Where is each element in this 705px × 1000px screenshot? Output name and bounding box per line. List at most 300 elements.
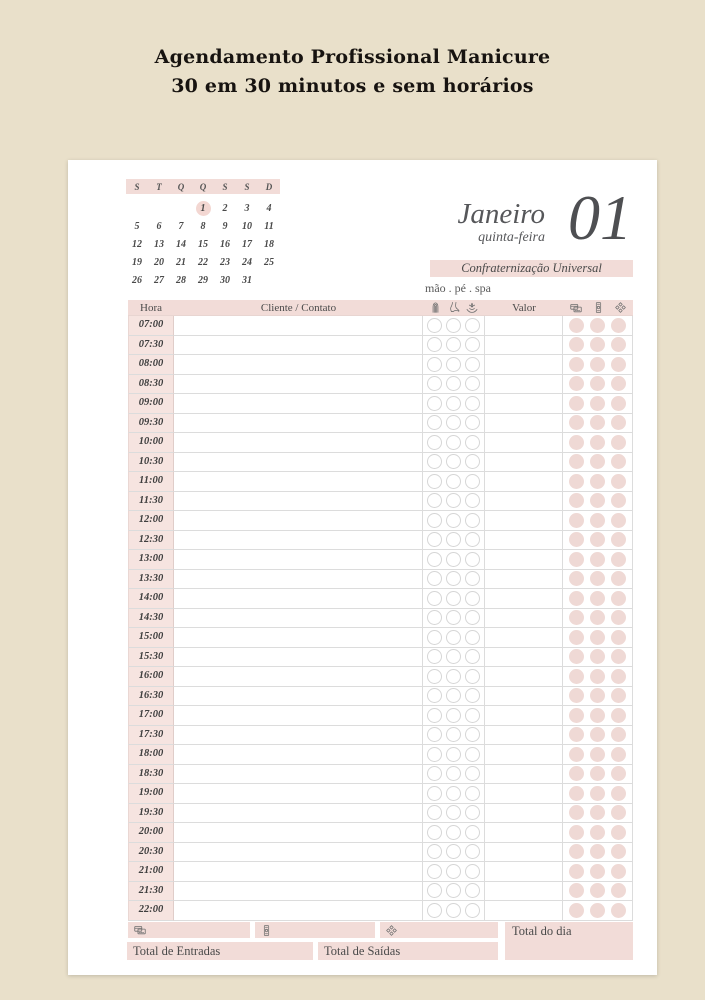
service-checkbox-hand[interactable]: [427, 844, 442, 859]
payment-dot-cash[interactable]: [590, 688, 605, 703]
payment-dot-pix[interactable]: [611, 883, 626, 898]
payment-dots: [563, 609, 633, 629]
payment-dot-cash[interactable]: [590, 649, 605, 664]
payment-dot-card-machine[interactable]: [569, 357, 584, 372]
payment-dot-pix[interactable]: [611, 552, 626, 567]
client-input-cell[interactable]: [174, 609, 423, 629]
service-checkbox-foot[interactable]: [446, 688, 461, 703]
value-input-cell[interactable]: [485, 316, 563, 336]
payment-dot-cash[interactable]: [590, 357, 605, 372]
value-input-cell[interactable]: [485, 472, 563, 492]
payment-dot-card-machine[interactable]: [569, 649, 584, 664]
payment-dot-pix[interactable]: [611, 747, 626, 762]
payment-dot-cash[interactable]: [590, 844, 605, 859]
client-input-cell[interactable]: [174, 726, 423, 746]
service-checkbox-spa[interactable]: [465, 454, 480, 469]
service-checkbox-spa[interactable]: [465, 669, 480, 684]
calendar-day[interactable]: 20: [154, 256, 164, 268]
calendar-day[interactable]: 16: [220, 238, 230, 250]
client-input-cell[interactable]: [174, 316, 423, 336]
value-input-cell[interactable]: [485, 745, 563, 765]
service-checkbox-spa[interactable]: [465, 376, 480, 391]
payment-dot-card-machine[interactable]: [569, 415, 584, 430]
service-checkbox-spa[interactable]: [465, 552, 480, 567]
payment-dot-cash[interactable]: [590, 435, 605, 450]
client-input-cell[interactable]: [174, 375, 423, 395]
service-checkbox-hand[interactable]: [427, 552, 442, 567]
value-input-cell[interactable]: [485, 511, 563, 531]
service-checkbox-hand[interactable]: [427, 727, 442, 742]
calendar-day[interactable]: 18: [264, 238, 274, 250]
value-input-cell[interactable]: [485, 823, 563, 843]
payment-dot-card-machine[interactable]: [569, 727, 584, 742]
service-checkbox-spa[interactable]: [465, 532, 480, 547]
payment-dot-cash[interactable]: [590, 610, 605, 625]
payment-dot-cash[interactable]: [590, 415, 605, 430]
calendar-day[interactable]: 14: [176, 238, 186, 250]
payment-dot-card-machine[interactable]: [569, 552, 584, 567]
value-input-cell[interactable]: [485, 355, 563, 375]
payment-dot-cash[interactable]: [590, 805, 605, 820]
client-input-cell[interactable]: [174, 843, 423, 863]
payment-dot-pix[interactable]: [611, 571, 626, 586]
payment-dot-pix[interactable]: [611, 591, 626, 606]
service-checkbox-foot[interactable]: [446, 435, 461, 450]
calendar-day[interactable]: 25: [264, 256, 274, 268]
payment-dot-card-machine[interactable]: [569, 610, 584, 625]
service-checkbox-spa[interactable]: [465, 493, 480, 508]
service-checkbox-foot[interactable]: [446, 747, 461, 762]
payment-dot-pix[interactable]: [611, 610, 626, 625]
calendar-day[interactable]: 10: [242, 220, 252, 232]
calendar-day[interactable]: 31: [242, 274, 252, 286]
client-input-cell[interactable]: [174, 492, 423, 512]
payment-dot-pix[interactable]: [611, 766, 626, 781]
service-checkbox-hand[interactable]: [427, 708, 442, 723]
service-checkbox-foot[interactable]: [446, 591, 461, 606]
payment-dot-cash[interactable]: [590, 630, 605, 645]
card-total-field[interactable]: [128, 922, 250, 938]
payment-dot-cash[interactable]: [590, 708, 605, 723]
payment-dot-pix[interactable]: [611, 474, 626, 489]
payment-dot-card-machine[interactable]: [569, 630, 584, 645]
service-checkbox-foot[interactable]: [446, 727, 461, 742]
value-input-cell[interactable]: [485, 726, 563, 746]
value-input-cell[interactable]: [485, 765, 563, 785]
client-input-cell[interactable]: [174, 862, 423, 882]
service-checkboxes: [423, 570, 485, 590]
service-checkbox-foot[interactable]: [446, 552, 461, 567]
payment-dot-card-machine[interactable]: [569, 435, 584, 450]
value-input-cell[interactable]: [485, 804, 563, 824]
service-checkbox-foot[interactable]: [446, 532, 461, 547]
service-checkbox-hand[interactable]: [427, 493, 442, 508]
service-checkbox-hand[interactable]: [427, 532, 442, 547]
service-checkbox-foot[interactable]: [446, 415, 461, 430]
value-input-cell[interactable]: [485, 609, 563, 629]
service-checkbox-spa[interactable]: [465, 805, 480, 820]
service-checkbox-foot[interactable]: [446, 571, 461, 586]
service-checkbox-spa[interactable]: [465, 649, 480, 664]
service-checkbox-hand[interactable]: [427, 435, 442, 450]
payment-dot-pix[interactable]: [611, 318, 626, 333]
client-input-cell[interactable]: [174, 570, 423, 590]
calendar-day[interactable]: 6: [156, 220, 162, 232]
service-checkbox-hand[interactable]: [427, 396, 442, 411]
service-checkbox-foot[interactable]: [446, 376, 461, 391]
client-input-cell[interactable]: [174, 765, 423, 785]
payment-dot-pix[interactable]: [611, 396, 626, 411]
client-input-cell[interactable]: [174, 472, 423, 492]
service-checkbox-hand[interactable]: [427, 630, 442, 645]
calendar-day[interactable]: 27: [154, 274, 164, 286]
calendar-day[interactable]: 13: [154, 238, 164, 250]
service-checkbox-hand[interactable]: [427, 864, 442, 879]
client-input-cell[interactable]: [174, 550, 423, 570]
calendar-weekday-label: D: [265, 181, 273, 192]
total-entradas-field[interactable]: [127, 942, 313, 960]
client-input-cell[interactable]: [174, 336, 423, 356]
service-checkbox-spa[interactable]: [465, 513, 480, 528]
client-input-cell[interactable]: [174, 648, 423, 668]
client-input-cell[interactable]: [174, 414, 423, 434]
service-checkboxes: [423, 531, 485, 551]
payment-dot-cash[interactable]: [590, 396, 605, 411]
payment-dot-card-machine[interactable]: [569, 376, 584, 391]
payment-dot-cash[interactable]: [590, 376, 605, 391]
payment-dot-cash[interactable]: [590, 864, 605, 879]
service-checkbox-hand[interactable]: [427, 669, 442, 684]
calendar-day[interactable]: 17: [242, 238, 252, 250]
payment-dot-cash[interactable]: [590, 552, 605, 567]
payment-dot-pix[interactable]: [611, 708, 626, 723]
payment-dot-card-machine[interactable]: [569, 493, 584, 508]
service-checkbox-spa[interactable]: [465, 708, 480, 723]
value-input-cell[interactable]: [485, 843, 563, 863]
payment-dot-card-machine[interactable]: [569, 474, 584, 489]
payment-dot-pix[interactable]: [611, 376, 626, 391]
client-input-cell[interactable]: [174, 433, 423, 453]
payment-dot-card-machine[interactable]: [569, 766, 584, 781]
service-checkbox-foot[interactable]: [446, 493, 461, 508]
calendar-day[interactable]: 29: [198, 274, 208, 286]
service-checkbox-foot[interactable]: [446, 454, 461, 469]
service-checkbox-spa[interactable]: [465, 747, 480, 762]
service-checkbox-hand[interactable]: [427, 805, 442, 820]
payment-dot-card-machine[interactable]: [569, 591, 584, 606]
value-input-cell[interactable]: [485, 589, 563, 609]
payment-dot-pix[interactable]: [611, 435, 626, 450]
payment-dot-pix[interactable]: [611, 337, 626, 352]
payment-dot-pix[interactable]: [611, 727, 626, 742]
client-input-cell[interactable]: [174, 882, 423, 902]
service-checkbox-foot[interactable]: [446, 844, 461, 859]
client-input-cell[interactable]: [174, 531, 423, 551]
payment-dot-card-machine[interactable]: [569, 708, 584, 723]
calendar-day[interactable]: 11: [264, 220, 274, 232]
payment-dots: [563, 355, 633, 375]
payment-dot-cash[interactable]: [590, 825, 605, 840]
service-checkbox-foot[interactable]: [446, 610, 461, 625]
value-input-cell[interactable]: [485, 394, 563, 414]
service-checkbox-foot[interactable]: [446, 337, 461, 352]
client-input-cell[interactable]: [174, 706, 423, 726]
service-checkbox-spa[interactable]: [465, 610, 480, 625]
value-input-cell[interactable]: [485, 882, 563, 902]
payment-dot-cash[interactable]: [590, 474, 605, 489]
calendar-day[interactable]: 23: [220, 256, 230, 268]
client-input-cell[interactable]: [174, 823, 423, 843]
time-label: 08:00: [128, 355, 174, 375]
calendar-day[interactable]: 24: [242, 256, 252, 268]
value-input-cell[interactable]: [485, 433, 563, 453]
calendar-day[interactable]: 15: [198, 238, 208, 250]
payment-dot-cash[interactable]: [590, 883, 605, 898]
payment-dot-pix[interactable]: [611, 864, 626, 879]
service-checkbox-hand[interactable]: [427, 474, 442, 489]
service-checkbox-hand[interactable]: [427, 415, 442, 430]
service-checkboxes: [423, 492, 485, 512]
value-input-cell[interactable]: [485, 706, 563, 726]
client-input-cell[interactable]: [174, 453, 423, 473]
value-input-cell[interactable]: [485, 628, 563, 648]
payment-dot-pix[interactable]: [611, 357, 626, 372]
service-checkbox-hand[interactable]: [427, 591, 442, 606]
time-label: 07:00: [128, 316, 174, 336]
payment-dot-pix[interactable]: [611, 786, 626, 801]
service-checkbox-spa[interactable]: [465, 396, 480, 411]
client-input-cell[interactable]: [174, 687, 423, 707]
service-checkbox-foot[interactable]: [446, 669, 461, 684]
value-input-cell[interactable]: [485, 862, 563, 882]
service-checkbox-foot[interactable]: [446, 786, 461, 801]
client-input-cell[interactable]: [174, 589, 423, 609]
service-checkbox-foot[interactable]: [446, 630, 461, 645]
calendar-day[interactable]: 3: [244, 202, 250, 214]
service-checkbox-spa[interactable]: [465, 415, 480, 430]
service-checkbox-hand[interactable]: [427, 766, 442, 781]
value-input-cell[interactable]: [485, 375, 563, 395]
service-checkbox-spa[interactable]: [465, 591, 480, 606]
client-input-cell[interactable]: [174, 745, 423, 765]
payment-dot-card-machine[interactable]: [569, 396, 584, 411]
calendar-day[interactable]: 8: [200, 220, 206, 232]
payment-dots: [563, 336, 633, 356]
total-saidas-field[interactable]: [318, 942, 498, 960]
value-input-cell[interactable]: [485, 531, 563, 551]
service-checkbox-hand[interactable]: [427, 688, 442, 703]
payment-dot-cash[interactable]: [590, 766, 605, 781]
service-checkbox-spa[interactable]: [465, 864, 480, 879]
client-input-cell[interactable]: [174, 804, 423, 824]
payment-dot-pix[interactable]: [611, 493, 626, 508]
client-input-cell[interactable]: [174, 394, 423, 414]
calendar-day[interactable]: 5: [134, 220, 140, 232]
payment-dot-pix[interactable]: [611, 805, 626, 820]
service-checkbox-hand[interactable]: [427, 649, 442, 664]
client-input-cell[interactable]: [174, 901, 423, 921]
calendar-day[interactable]: 2: [222, 202, 228, 214]
value-input-cell[interactable]: [485, 570, 563, 590]
service-checkbox-spa[interactable]: [465, 844, 480, 859]
payment-dot-card-machine[interactable]: [569, 864, 584, 879]
service-checkbox-spa[interactable]: [465, 727, 480, 742]
client-input-cell[interactable]: [174, 667, 423, 687]
value-input-cell[interactable]: [485, 687, 563, 707]
service-checkbox-hand[interactable]: [427, 337, 442, 352]
payment-dot-cash[interactable]: [590, 513, 605, 528]
payment-dots: [563, 589, 633, 609]
payment-dot-cash[interactable]: [590, 727, 605, 742]
calendar-day[interactable]: 4: [266, 202, 272, 214]
schedule-row: [128, 667, 633, 687]
service-checkbox-foot[interactable]: [446, 318, 461, 333]
calendar-days-grid: [126, 199, 280, 289]
payment-dot-cash[interactable]: [590, 786, 605, 801]
payment-dot-cash[interactable]: [590, 591, 605, 606]
service-checkbox-hand[interactable]: [427, 883, 442, 898]
cash-total-field[interactable]: [255, 922, 375, 938]
service-checkbox-hand[interactable]: [427, 610, 442, 625]
payment-dot-cash[interactable]: [590, 337, 605, 352]
value-input-cell[interactable]: [485, 414, 563, 434]
service-checkbox-foot[interactable]: [446, 766, 461, 781]
payment-dot-card-machine[interactable]: [569, 688, 584, 703]
value-input-cell[interactable]: [485, 550, 563, 570]
pix-icon: [385, 924, 398, 937]
service-checkbox-spa[interactable]: [465, 786, 480, 801]
service-checkbox-spa[interactable]: [465, 903, 480, 918]
service-checkbox-foot[interactable]: [446, 825, 461, 840]
service-checkbox-foot[interactable]: [446, 864, 461, 879]
value-input-cell[interactable]: [485, 648, 563, 668]
service-checkbox-hand[interactable]: [427, 357, 442, 372]
payment-dot-cash[interactable]: [590, 571, 605, 586]
value-input-cell[interactable]: [485, 453, 563, 473]
service-checkbox-hand[interactable]: [427, 825, 442, 840]
service-checkbox-spa[interactable]: [465, 766, 480, 781]
service-checkbox-hand[interactable]: [427, 454, 442, 469]
service-checkbox-spa[interactable]: [465, 571, 480, 586]
payment-dot-cash[interactable]: [590, 669, 605, 684]
service-checkbox-foot[interactable]: [446, 903, 461, 918]
payment-dot-pix[interactable]: [611, 669, 626, 684]
calendar-day[interactable]: 1: [196, 201, 211, 216]
value-input-cell[interactable]: [485, 492, 563, 512]
payment-dot-card-machine[interactable]: [569, 825, 584, 840]
value-input-cell[interactable]: [485, 667, 563, 687]
calendar-day[interactable]: 22: [198, 256, 208, 268]
payment-dot-pix[interactable]: [611, 513, 626, 528]
payment-dot-pix[interactable]: [611, 688, 626, 703]
payment-dot-card-machine[interactable]: [569, 786, 584, 801]
total-day-field[interactable]: [505, 922, 633, 960]
calendar-day[interactable]: 19: [132, 256, 142, 268]
payment-dot-cash[interactable]: [590, 747, 605, 762]
service-checkbox-foot[interactable]: [446, 649, 461, 664]
payment-dot-card-machine[interactable]: [569, 747, 584, 762]
value-input-cell[interactable]: [485, 336, 563, 356]
payment-dot-pix[interactable]: [611, 825, 626, 840]
calendar-day[interactable]: 12: [132, 238, 142, 250]
payment-dot-pix[interactable]: [611, 630, 626, 645]
client-input-cell[interactable]: [174, 355, 423, 375]
service-checkbox-hand[interactable]: [427, 376, 442, 391]
payment-dot-card-machine[interactable]: [569, 571, 584, 586]
service-checkbox-hand[interactable]: [427, 571, 442, 586]
payment-dot-cash[interactable]: [590, 493, 605, 508]
calendar-day[interactable]: 28: [176, 274, 186, 286]
service-checkbox-spa[interactable]: [465, 318, 480, 333]
payment-dot-card-machine[interactable]: [569, 669, 584, 684]
calendar-day[interactable]: 7: [178, 220, 184, 232]
service-checkbox-hand[interactable]: [427, 513, 442, 528]
payment-dot-card-machine[interactable]: [569, 532, 584, 547]
value-input-cell[interactable]: [485, 901, 563, 921]
payment-dot-pix[interactable]: [611, 903, 626, 918]
payment-dot-card-machine[interactable]: [569, 454, 584, 469]
service-checkbox-spa[interactable]: [465, 337, 480, 352]
payment-dot-card-machine[interactable]: [569, 844, 584, 859]
service-checkbox-spa[interactable]: [465, 630, 480, 645]
payment-dot-pix[interactable]: [611, 649, 626, 664]
service-checkbox-spa[interactable]: [465, 883, 480, 898]
payment-dot-card-machine[interactable]: [569, 318, 584, 333]
service-checkbox-foot[interactable]: [446, 513, 461, 528]
service-checkbox-spa[interactable]: [465, 435, 480, 450]
payment-dot-cash[interactable]: [590, 532, 605, 547]
service-checkbox-foot[interactable]: [446, 805, 461, 820]
service-checkbox-hand[interactable]: [427, 903, 442, 918]
service-checkbox-spa[interactable]: [465, 825, 480, 840]
payment-dot-card-machine[interactable]: [569, 337, 584, 352]
payment-dot-card-machine[interactable]: [569, 513, 584, 528]
service-checkbox-spa[interactable]: [465, 688, 480, 703]
payment-dot-pix[interactable]: [611, 415, 626, 430]
client-input-cell[interactable]: [174, 628, 423, 648]
payment-dot-pix[interactable]: [611, 532, 626, 547]
service-checkbox-spa[interactable]: [465, 474, 480, 489]
payment-dot-cash[interactable]: [590, 903, 605, 918]
service-checkbox-hand[interactable]: [427, 747, 442, 762]
payment-dot-cash[interactable]: [590, 318, 605, 333]
calendar-day[interactable]: 21: [176, 256, 186, 268]
service-checkbox-spa[interactable]: [465, 357, 480, 372]
service-checkbox-foot[interactable]: [446, 883, 461, 898]
client-input-cell[interactable]: [174, 784, 423, 804]
calendar-day[interactable]: 26: [132, 274, 142, 286]
header-cliente-contato: Cliente / Contato: [260, 301, 337, 314]
service-checkbox-foot[interactable]: [446, 396, 461, 411]
payment-dot-pix[interactable]: [611, 844, 626, 859]
payment-dot-cash[interactable]: [590, 454, 605, 469]
service-checkbox-hand[interactable]: [427, 318, 442, 333]
payment-dot-pix[interactable]: [611, 454, 626, 469]
calendar-day[interactable]: 30: [220, 274, 230, 286]
service-checkbox-foot[interactable]: [446, 708, 461, 723]
service-checkbox-foot[interactable]: [446, 474, 461, 489]
payment-dot-card-machine[interactable]: [569, 883, 584, 898]
payment-dots: [563, 433, 633, 453]
service-checkbox-hand[interactable]: [427, 786, 442, 801]
client-input-cell[interactable]: [174, 511, 423, 531]
service-checkbox-foot[interactable]: [446, 357, 461, 372]
pix-total-field[interactable]: [380, 922, 498, 938]
payment-dot-card-machine[interactable]: [569, 903, 584, 918]
value-input-cell[interactable]: [485, 784, 563, 804]
payment-dot-card-machine[interactable]: [569, 805, 584, 820]
calendar-day[interactable]: 9: [222, 220, 228, 232]
